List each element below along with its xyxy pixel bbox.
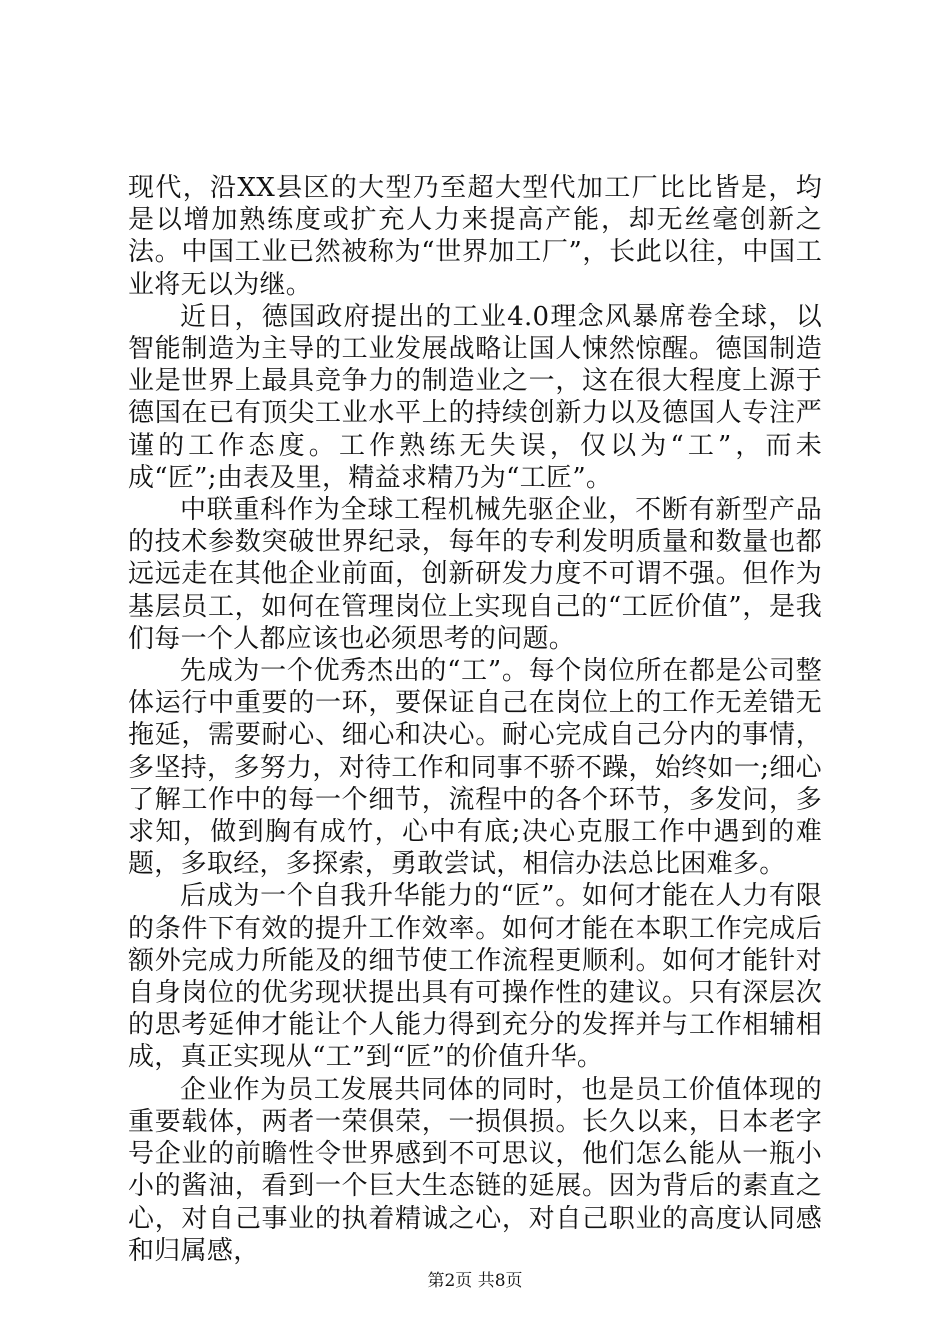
paragraph-5: 后成为一个自我升华能力的“匠”。如何才能在人力有限的条件下有效的提升工作效率。如何才能在本职工作完成后额外完成力所能及的细节使工作流程更顺利。如何才能针对自身岗位的优劣现状提出具有可操作性的建议。只有深层次的思考延伸才能让个人能力得到充分的发挥并与工作相辅相成，真正实现从“工”到“匠”的价值升华。 <box>128 881 822 1073</box>
page-number-footer: 第2页 共8页 <box>427 1271 523 1291</box>
paragraph-3: 中联重科作为全球工程机械先驱企业，不断有新型产品的技术参数突破世界纪录，每年的专利发明质量和数量也都远远走在其他企业前面，创新研发力度不可谓不强。但作为基层员工，如何在管理岗位上实现自己的“工匠价值”，是我们每一个人都应该也必须思考的问题。 <box>128 495 822 654</box>
paragraph-2: 近日，德国政府提出的工业4.0理念风暴席卷全球，以智能制造为主导的工业发展战略让国人悚然惊醒。德国制造业是世界上最具竞争力的制造业之一，这在很大程度上源于德国在已有顶尖工业水平上的持续创新力以及德国人专注严谨的工作态度。工作熟练无失误，仅以为“工”，而未成“匠”;由表及里，精益求精乃为“工匠”。 <box>128 301 822 493</box>
document-body <box>128 172 822 1267</box>
paragraph-1: 现代，沿XX县区的大型乃至超大型代加工厂比比皆是，均是以增加熟练度或扩充人力来提高产能，却无丝毫创新之法。中国工业已然被称为“世界加工厂”，长此以往，中国工业将无以为继。 <box>128 173 822 300</box>
paragraph-4: 先成为一个优秀杰出的“工”。每个岗位所在都是公司整体运行中重要的一环，要保证自己在岗位上的工作无差错无拖延，需要耐心、细心和决心。耐心完成自己分内的事情，多坚持，多努力，对待工作和同事不骄不躁，始终如一;细心了解工作中的每一个细节，流程中的各个环节，多发问，多求知，做到胸有成竹，心中有底;决心克服工作中遇到的难题，多取经，多探索，勇敢尝试，相信办法总比困难多。 <box>128 656 822 880</box>
paragraph-6: 企业作为员工发展共同体的同时，也是员工价值体现的重要载体，两者一荣俱荣，一损俱损。长久以来，日本老字号企业的前瞻性令世界感到不可思议，他们怎么能从一瓶小小的酱油，看到一个巨大生态链的延展。因为背后的素直之心，对自己事业的执着精诚之心，对自己职业的高度认同感和归属感， <box>128 1074 822 1266</box>
